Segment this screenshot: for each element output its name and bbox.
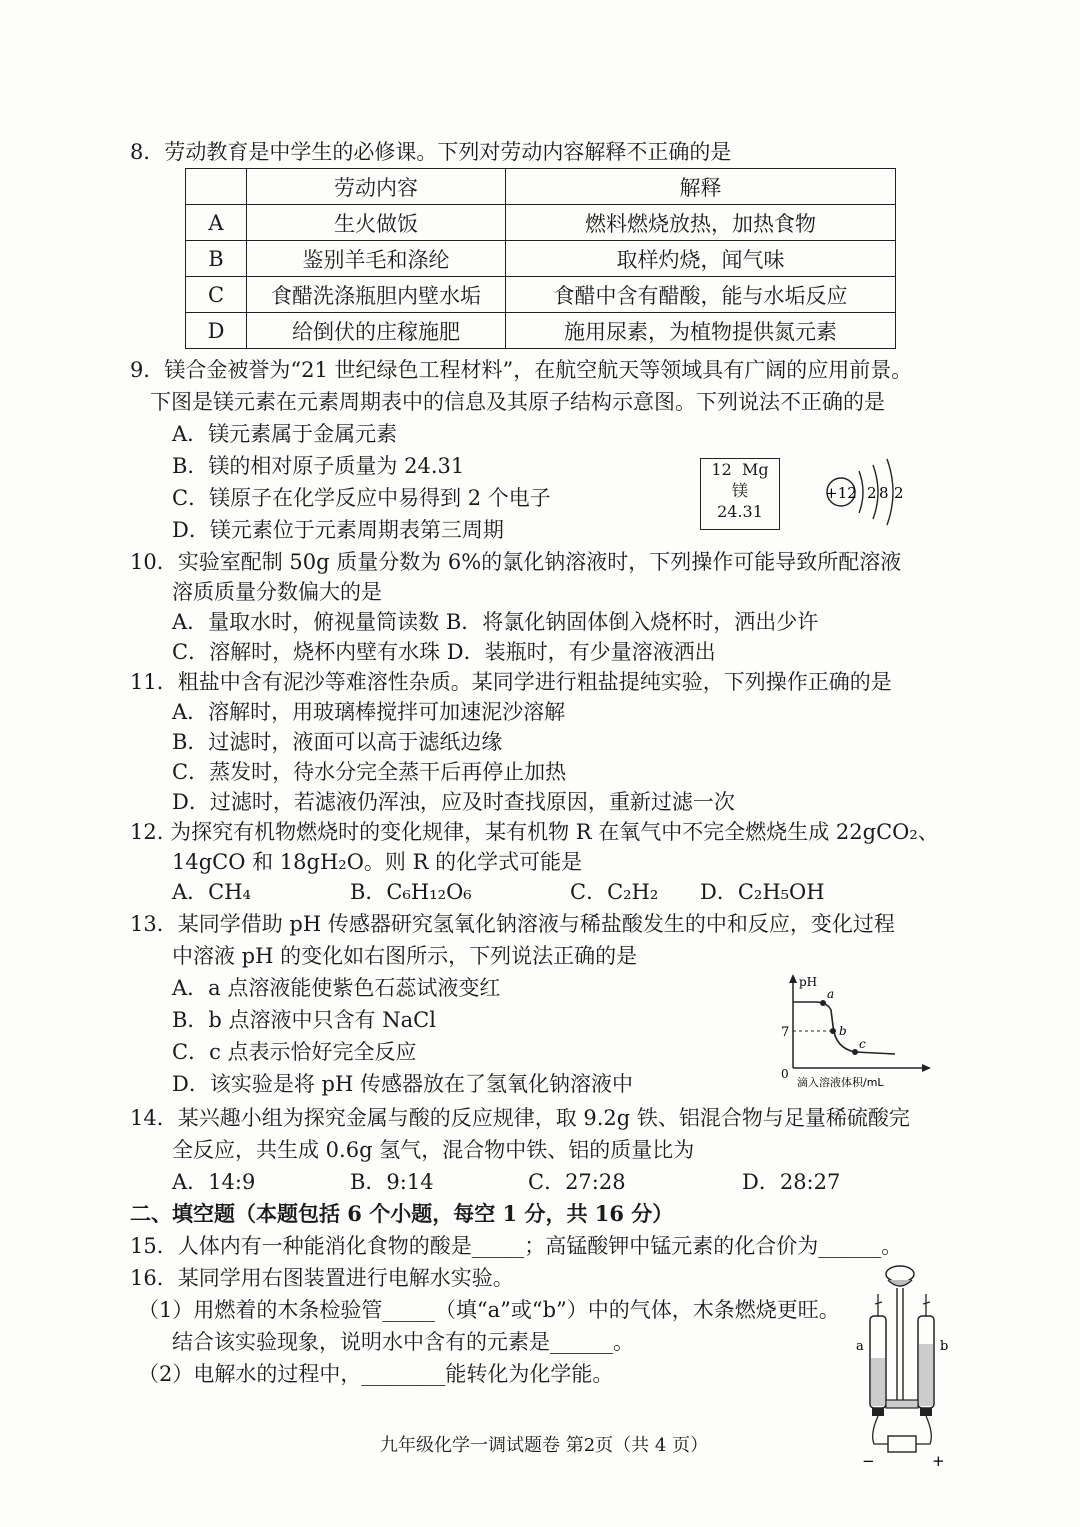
q8-table <box>185 168 896 349</box>
y-axis-arrow <box>789 974 797 983</box>
ph-graph <box>775 970 935 1090</box>
atomic-mass: 24.31 <box>717 502 763 521</box>
table-header-content: 劳动内容 <box>247 169 506 205</box>
table-cell: D <box>186 313 247 349</box>
point-b <box>830 1028 836 1034</box>
q14-option-c: C．27:28 <box>528 1170 626 1194</box>
point-c-label: c <box>859 1037 866 1051</box>
q13-option-b: B．b 点溶液中只含有 NaCl <box>172 1008 436 1032</box>
label-a: a <box>856 1339 864 1354</box>
wire-b <box>916 1416 931 1444</box>
x-axis-arrow <box>922 1064 931 1072</box>
q16-stem: 16．某同学用右图装置进行电解水实验。 <box>130 1266 514 1290</box>
q12-option-d: D．C₂H₅OH <box>700 880 825 904</box>
label-negative: − <box>862 1452 875 1470</box>
section-2-heading: 二、填空题（本题包括 6 个小题，每空 1 分，共 16 分） <box>130 1201 674 1226</box>
q9-line1: 9．镁合金被誉为“21 世纪绿色工程材料”，在航空航天等领域具有广阔的应用前景。 <box>130 358 913 382</box>
table-cell: B <box>186 241 247 277</box>
q14-line2: 全反应，共生成 0.6g 氢气，混合物中铁、铝的质量比为 <box>172 1138 695 1162</box>
tube-a-water <box>871 1358 885 1406</box>
q12-option-b: B．C₆H₁₂O₆ <box>350 880 472 904</box>
table-row <box>186 241 896 277</box>
table-cell <box>186 169 247 205</box>
q14-option-b: B．9:14 <box>350 1170 434 1194</box>
table-cell: 生火做饭 <box>247 205 506 241</box>
y-axis-label: pH <box>799 975 818 989</box>
q12-line2: 14gCO 和 18gH₂O。则 R 的化学式可能是 <box>172 850 583 874</box>
atomic-number: 12 <box>711 460 732 479</box>
funnel-bottom <box>888 1280 912 1286</box>
table-cell: 给倒伏的庄稼施肥 <box>247 313 506 349</box>
q10-line1: 10．实验室配制 50g 质量分数为 6%的氯化钠溶液时，下列操作可能导致所配溶液 <box>130 550 902 574</box>
table-cell: 食醋洗涤瓶胆内壁水垢 <box>247 277 506 313</box>
connecting-tube <box>886 1400 918 1408</box>
ph7-label: 7 <box>781 1025 790 1040</box>
q9-option-a: A．镁元素属于金属元素 <box>172 422 398 446</box>
periodic-table-cell <box>700 458 780 530</box>
electrolysis-apparatus <box>840 1258 960 1473</box>
q14-line1: 14．某兴趣小组为探究金属与酸的反应规律，取 9.2g 铁、铝混合物与足量稀硫酸完 <box>130 1106 910 1130</box>
q13-option-d: D．该实验是将 pH 传感器放在了氢氧化钠溶液中 <box>172 1072 633 1096</box>
power-source <box>888 1436 916 1452</box>
tube-b-water <box>919 1344 933 1406</box>
table-cell: 鉴别羊毛和涤纶 <box>247 241 506 277</box>
q9-line2: 下图是镁元素在元素周期表中的信息及其原子结构示意图。下列说法不正确的是 <box>150 390 885 414</box>
q12-line1: 12. 为探究有机物燃烧时的变化规律，某有机物 R 在氧气中不完全燃烧生成 22gCO₂、 <box>130 820 939 844</box>
table-row <box>186 313 896 349</box>
q8-stem: 8．劳动教育是中学生的必修课。下列对劳动内容解释不正确的是 <box>130 140 732 164</box>
table-header-explain: 解释 <box>506 169 896 205</box>
table-cell: 食醋中含有醋酸，能与水垢反应 <box>506 277 896 313</box>
element-symbol: Mg <box>741 460 769 479</box>
q10-line2: 溶质质量分数偏大的是 <box>172 580 382 604</box>
q13-option-a: A．a 点溶液能使紫色石蕊试液变红 <box>172 976 501 1000</box>
q11-option-c: C．蒸发时，待水分完全蒸干后再停止加热 <box>172 760 567 784</box>
table-cell: 燃料燃烧放热，加热食物 <box>506 205 896 241</box>
q9-option-c: C．镁原子在化学反应中易得到 2 个电子 <box>172 486 551 510</box>
label-b: b <box>940 1339 949 1354</box>
q10-options-ab: A．量取水时，俯视量筒读数 B．将氯化钠固体倒入烧杯时，洒出少许 <box>172 610 819 634</box>
point-a-label: a <box>827 987 835 1001</box>
origin-label: 0 <box>781 1067 789 1081</box>
table-cell: 取样灼烧，闻气味 <box>506 241 896 277</box>
q14-option-a: A．14:9 <box>172 1170 256 1194</box>
table-row <box>186 277 896 313</box>
electrode-b <box>920 1408 932 1416</box>
point-a <box>820 1000 826 1006</box>
q12-option-a: A．CH₄ <box>172 880 251 904</box>
table-cell: A <box>186 205 247 241</box>
wire-a <box>873 1416 888 1444</box>
q10-options-cd: C．溶解时，烧杯内壁有水珠 D．装瓶时，有少量溶液洒出 <box>172 640 716 664</box>
atom-structure-diagram <box>815 455 915 535</box>
point-c <box>852 1049 858 1055</box>
q13-line1: 13．某同学借助 pH 传感器研究氢氧化钠溶液与稀盐酸发生的中和反应，变化过程 <box>130 912 895 936</box>
q16-part1-line1: （1）用燃着的木条检验管_____（填“a”或“b”）中的气体，木条燃烧更旺。 <box>138 1298 840 1322</box>
q9-option-b: B．镁的相对原子质量为 24.31 <box>172 454 465 478</box>
funnel-bulb <box>886 1266 914 1282</box>
electrode-a <box>872 1408 884 1416</box>
q14-option-d: D．28:27 <box>742 1170 841 1194</box>
element-name: 镁 <box>731 481 748 500</box>
q13-option-c: C．c 点表示恰好完全反应 <box>172 1040 417 1064</box>
q15: 15．人体内有一种能消化食物的酸是_____；高锰酸钾中锰元素的化合价为______。 <box>130 1234 903 1258</box>
table-row <box>186 169 896 205</box>
q13-line2: 中溶液 pH 的变化如右图所示，下列说法正确的是 <box>172 944 638 968</box>
shell-electrons-1: 2 <box>867 484 877 502</box>
table-cell: 施用尿素，为植物提供氮元素 <box>506 313 896 349</box>
x-axis-label: 滴入溶液体积/mL <box>797 1076 884 1089</box>
q11-stem: 11．粗盐中含有泥沙等难溶性杂质。某同学进行粗盐提纯实验，下列操作正确的是 <box>130 670 892 694</box>
shell-electrons-2: 8 <box>879 484 889 502</box>
table-cell: C <box>186 277 247 313</box>
table-row <box>186 205 896 241</box>
q16-part1-line2: 结合该实验现象，说明水中含有的元素是______。 <box>172 1330 634 1354</box>
q16-part2: （2）电解水的过程中，________能转化为化学能。 <box>138 1362 614 1386</box>
shell-electrons-3: 2 <box>894 484 904 502</box>
nucleus-charge: +12 <box>825 484 857 502</box>
q11-option-d: D．过滤时，若滤液仍浑浊，应及时查找原因，重新过滤一次 <box>172 790 735 814</box>
point-b-label: b <box>839 1024 847 1038</box>
q12-option-c: C．C₂H₂ <box>570 880 659 904</box>
label-positive: + <box>932 1452 945 1470</box>
page-footer: 九年级化学一调试题卷 第2页（共 4 页） <box>380 1435 709 1456</box>
q11-option-b: B．过滤时，液面可以高于滤纸边缘 <box>172 730 503 754</box>
electron-shell-1 <box>859 471 863 513</box>
q11-option-a: A．溶解时，用玻璃棒搅拌可加速泥沙溶解 <box>172 700 566 724</box>
q9-option-d: D．镁元素位于元素周期表第三周期 <box>172 518 504 542</box>
